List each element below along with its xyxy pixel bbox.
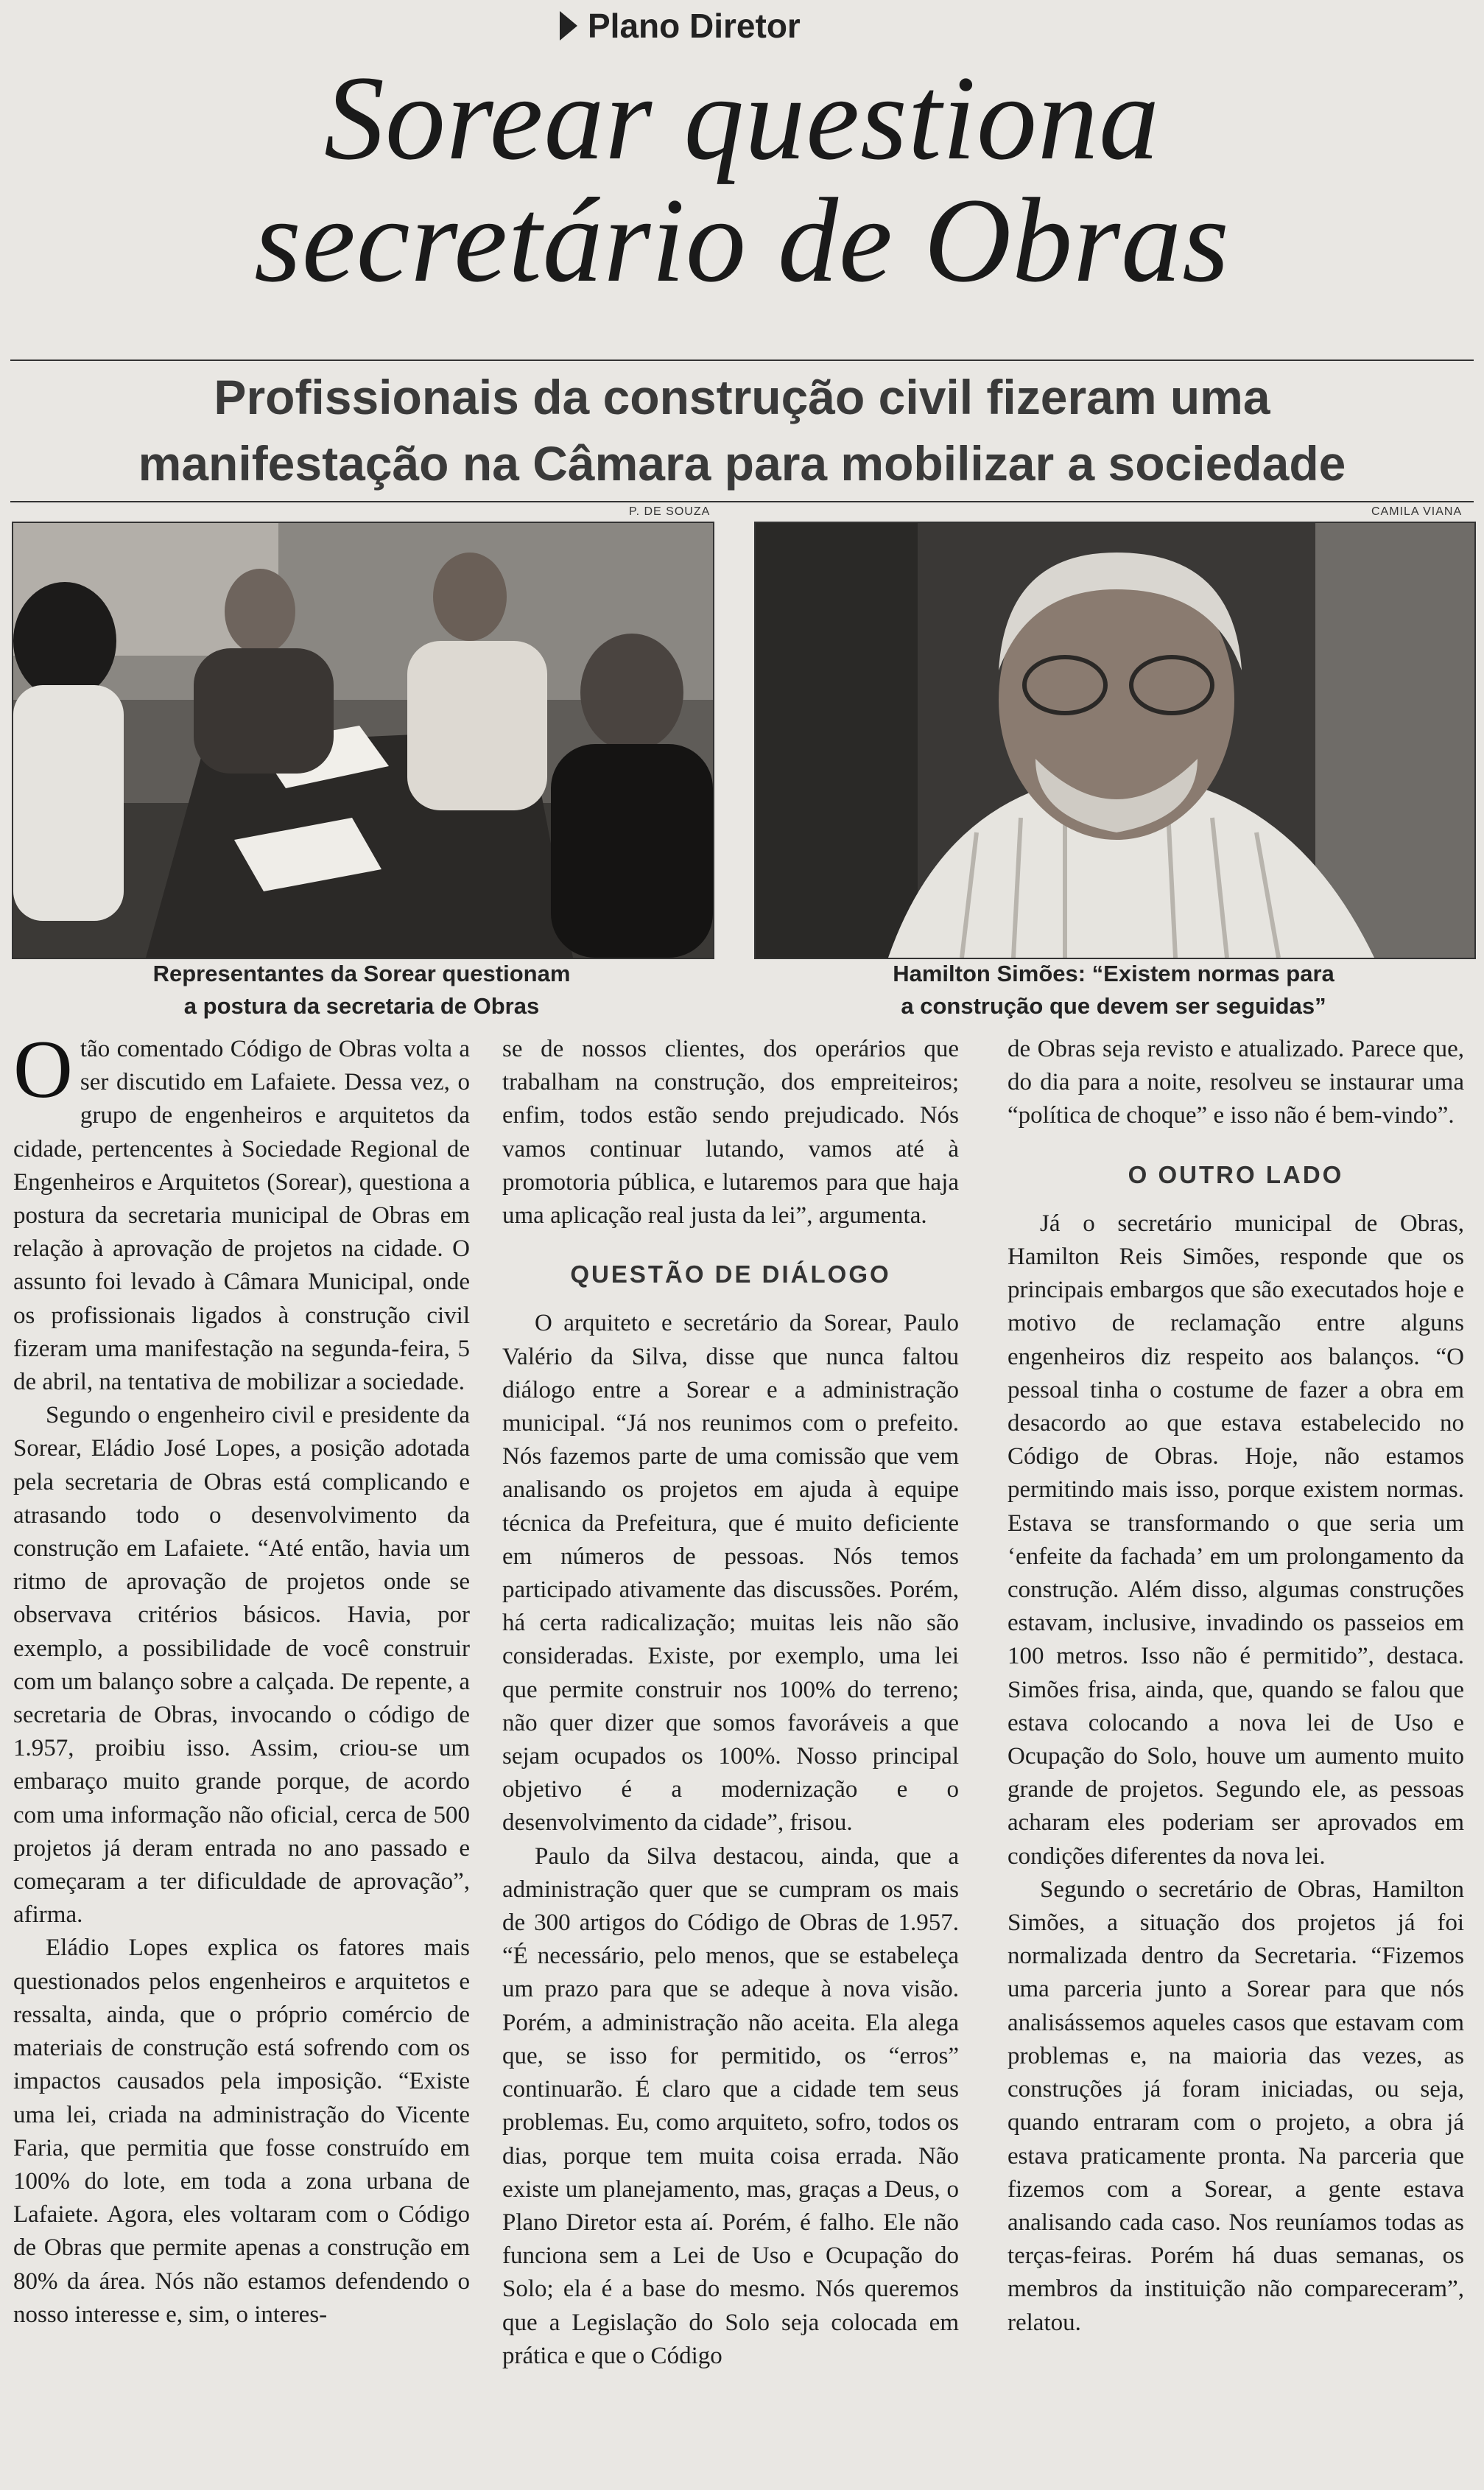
section-label: Plano Diretor <box>588 7 801 45</box>
divider <box>10 360 1474 361</box>
article-column-1 <box>13 1024 470 2332</box>
caption-line: a postura da secretaria de Obras <box>183 993 540 1019</box>
paragraph: Segundo o secretário de Obras, Hamilton Simões, a situação dos projetos já foi normalizada dentro da Secretaria. “Fizemos uma parceria junto a Sorear para que nós analisássemos aqueles casos que estavam com problemas e, na maioria das vezes, as construções já foram iniciadas, ou seja, quando entraram com o projeto, a obra já estava praticamente pronta. Na parceria que fizemos com a Sorear, a gente estava analisando cada caso. Nos reuníamos todas as terças-feiras. Porém há duas semanas, os membros da instituição não compareceram”, relatou. <box>1007 1876 1464 2336</box>
paragraph: Eládio Lopes explica os fatores mais questionados pelos engenheiros e arquitetos e ressalta, ainda, que o próprio comércio de materiais de construção está sofrendo com os impactos causados pela imposição. “Existe uma lei, criada na administração do Vicente Faria, que permitia que fosse construído em 100% do lote, em toda a zona urbana de Lafaiete. Agora, eles voltaram com o Código de Obras que permite apenas a construção em 80% da área. Nós não estamos defendendo o nosso interesse e, sim, o interes- <box>13 1935 470 2328</box>
paragraph: se de nossos clientes, dos operários que trabalham na construção, dos empreiteiros; enfim, todos estão sendo prejudicado. Nós vamos continuar lutando, vamos até à promotoria pública, e lutaremos para que haja uma aplicação real justa da lei”, argumenta. <box>502 1036 959 1230</box>
paragraph: de Obras seja revisto e atualizado. Parece que, do dia para a noite, resolveu se instaurar uma “política de choque” e isso não é bem-vindo”. <box>1007 1036 1464 1129</box>
paragraph: Já o secretário municipal de Obras, Hamilton Reis Simões, responde que os principais embargos que são executados hoje e motivo de reclamação entre alguns engenheiros diz respeito aos balanços. “O pessoal tinha o costume de fazer a obra em desacordo ao que estava estabelecido no Código de Obras. Hoje, não estamos permitindo mais isso, porque existem normas. Estava se transformando o que seria um ‘enfeite da fachada’ em um prolongamento da construção. Além disso, algumas construções estavam, inclusive, invadindo os passeios em 100 metros. Isso não é permitido”, destaca. Simões frisa, ainda, que, quando se falou que estava colocando a nova lei de Uso e Ocupação do Solo, houve um aumento muito grande de projetos. Segundo ele, as pessoas acharam eles poderiam ser aprovados em condições diferentes da nova lei. <box>1007 1210 1464 1870</box>
caption-line: Hamilton Simões: “Existem normas para <box>893 961 1334 986</box>
photo-caption-1 <box>12 958 711 1023</box>
paragraph <box>13 1024 470 1399</box>
photo-caption-2 <box>754 958 1473 1023</box>
article-column-2 <box>502 1033 959 2373</box>
paragraph: Paulo da Silva destacou, ainda, que a administração quer que se cumpram os mais de 300 artigos do Código de Obras de 1.957. “É necessário, pelo menos, que se estabeleça um prazo para que se adeque à nova visão. Porém, a administração não aceita. Ela alega que, se isso for permitido, os “erros” continuarão. É claro que a cidade tem seus problemas. Eu, como arquiteto, sofro, todos os dias, porque tem muita coisa errada. Não existe um planejamento, mas, graças a Deus, o Plano Diretor esta aí. Porém, é falho. Ele não funciona sem a Lei de Uso e Ocupação do Solo; ela é a base do mesmo. Nós queremos que a Legislação do Solo seja colocada em prática e que o Código <box>502 1842 959 2369</box>
section-tag <box>560 3 801 49</box>
paragraph: Segundo o engenheiro civil e presidente da Sorear, Eládio José Lopes, a posição adotada pela secretaria de Obras está complicando e atrasando todo o desenvolvimento da construção em Lafaiete. “Até então, havia um ritmo de aprovação de projetos onde se observava critérios básicos. Havia, por exemplo, a possibilidade de você construir com um balanço sobre a calçada. De repente, a secretaria de Obras, invocando o código de 1.957, proibiu isso. Assim, criou-se um embaraço muito grande porque, de acordo com uma informação não oficial, cerca de 500 projetos já deram entrada no ano passado e começaram a ter dificuldade de aprovação”, afirma. <box>13 1402 470 1929</box>
caption-line: a construção que devem ser seguidas” <box>901 993 1326 1019</box>
divider <box>10 501 1474 502</box>
drop-cap: O <box>13 1024 73 1115</box>
subheadline-line-2: manifestação na Câmara para mobilizar a sociedade <box>138 436 1346 491</box>
triangle-marker-icon <box>560 11 577 41</box>
paragraph-text: tão comentado Código de Obras volta a ser discutido em Lafaiete. Dessa vez, o grupo de engenheiros e arquitetos da cidade, pertencentes à Sociedade Regional de Engenheiros e Arquitetos (Sorear), questiona a postura da secretaria municipal de Obras em relação à aprovação de projetos na cidade. O assunto foi levado à Câmara Municipal, onde os profissionais ligados à construção civil fizeram uma manifestação na segunda-feira, 5 de abril, na tentativa de mobilizar a sociedade. <box>13 1036 470 1396</box>
headline-line-2: secretário de Obras <box>254 174 1230 307</box>
subheadline-line-1: Profissionais da construção civil fizeram uma <box>214 370 1270 424</box>
subheadline <box>15 364 1469 497</box>
headline <box>29 52 1455 307</box>
article-column-3 <box>1007 1033 1464 2340</box>
subsection-title: O OUTRO LADO <box>1128 1160 1344 1188</box>
photo-credit-2: CAMILA VIANA <box>1371 505 1463 518</box>
subsection-title: QUESTÃO DE DIÁLOGO <box>570 1260 891 1288</box>
caption-line: Representantes da Sorear questionam <box>152 961 571 986</box>
photo-portrait <box>754 522 1476 959</box>
paragraph: O arquiteto e secretário da Sorear, Paulo Valério da Silva, disse que nunca faltou diálogo entre a Sorear e a administração municipal. “Já nos reunimos com o prefeito. Nós fazemos parte de uma comissão que vem analisando os projetos em ajuda à equipe técnica da Prefeitura, que é muito deficiente em números de pessoas. Nós temos participado ativamente das discussões. Porém, há certa radicalização; muitas leis não são consideradas. Existe, por exemplo, uma lei que permite construir nos 100% do terreno; não quer dizer que somos favoráveis a que sejam ocupados os 100%. Nosso principal objetivo é a modernização e o desenvolvimento da cidade”, frisou. <box>502 1310 959 1837</box>
photo-meeting <box>12 522 714 959</box>
photo-credit-1: P. DE SOUZA <box>629 505 711 518</box>
headline-line-1: Sorear questiona <box>323 52 1161 185</box>
